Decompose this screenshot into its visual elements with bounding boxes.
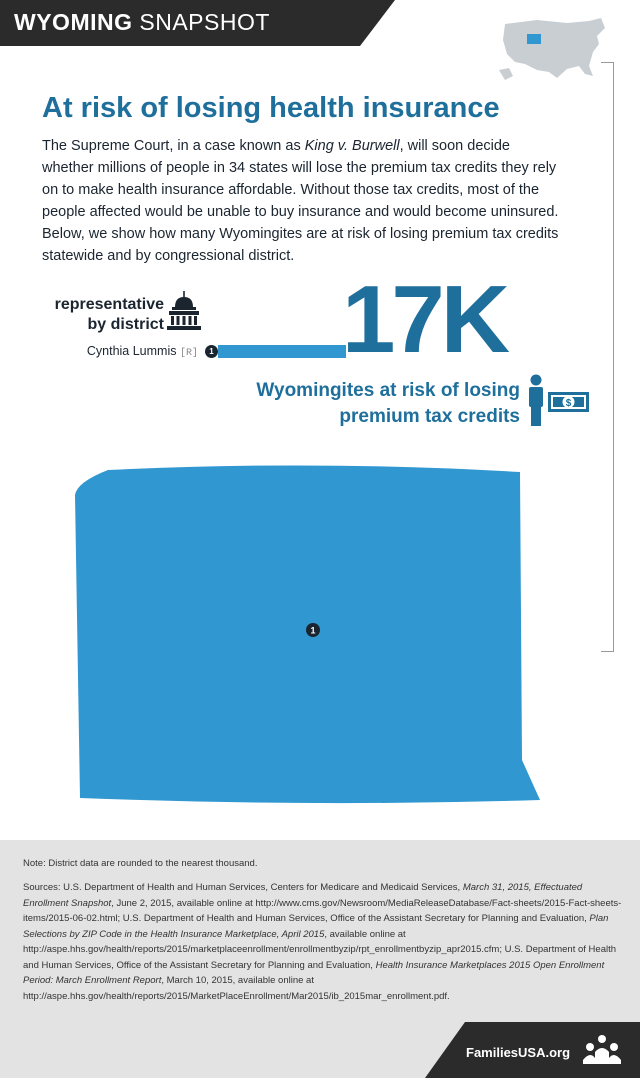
person-icon [526, 374, 590, 426]
representative-heading-line2: by district [87, 316, 164, 333]
header-state: WYOMING [14, 9, 133, 35]
us-map-icon [497, 14, 610, 86]
representative-name-row [40, 344, 198, 359]
content-frame [601, 62, 614, 652]
district-bar [218, 345, 346, 358]
stat-caption [240, 378, 520, 430]
source-title: Plan Selections by ZIP Code in the Health Insurance Marketplace, April 2015 [23, 913, 609, 940]
page-title: At risk of losing health insurance [42, 92, 500, 124]
source-segment: , available online at http://aspe.hhs.gov/health/reports/2015/marketplaceenrollment/enrollmentbyzip/rpt_enrollmentbyzip_apr2015.cfm; U.S. Department of Health and Human Services, Office of the Assistant Secretary for Planning and Evaluation, [23, 928, 617, 971]
source-segment: , March 10, 2015, available online at http://aspe.hhs.gov/health/reports/2015/MarketPlaceEnrollment/Mar2015/ib_2015mar_enrollment.pdf. [23, 975, 450, 1002]
source-segment: , June 2, 2015, available online at http://www.cms.gov/Newsroom/MediaReleaseDatabase/Fact-sheets/2015-Fact-sheets-items/2015-06-02.html; U.S. Department of Health and Human Services, Office of the Assistant Secretary for Planning and Evaluation, [23, 897, 622, 924]
representative-heading [36, 295, 164, 335]
site-link[interactable]: FamiliesUSA.org [466, 1045, 571, 1060]
intro-part2: , will soon decide whether millions of people in 34 states will lose the premium tax credits they rely on to make health insurance affordable. Without those tax credits, most of the people affected would be unable to buy insurance and would become uninsured. Below, we show how many Wyomingites are at risk of losing premium tax credits statewide and by congressional district. [42, 138, 559, 264]
representative-heading-line1: representative [54, 296, 164, 313]
intro-paragraph [42, 135, 562, 267]
footer-sources [23, 880, 623, 1004]
stat-caption-line2: premium tax credits [339, 406, 520, 427]
intro-case-name: King v. Burwell [304, 138, 400, 154]
representative-party: [R] [179, 348, 198, 359]
source-title: March 31, 2015, Effectuated Enrollment Snapshot [23, 882, 583, 909]
capitol-icon [167, 291, 201, 331]
source-segment: Sources: U.S. Department of Health and Human Services, Centers for Medicare and Medicaid Services, [23, 882, 463, 893]
families-logo-icon [583, 1034, 621, 1066]
source-title: Health Insurance Marketplaces 2015 Open Enrollment Period: March Enrollment Report [23, 959, 605, 986]
headline-stat: 17K [342, 266, 507, 373]
stat-caption-line1: Wyomingites at risk of losing [256, 380, 520, 401]
wyoming-district-map [75, 460, 540, 805]
header-suffix: SNAPSHOT [139, 9, 270, 35]
footer-note: Note: District data are rounded to the nearest thousand. [23, 858, 258, 869]
intro-part1: The Supreme Court, in a case known as [42, 138, 305, 154]
representative-name: Cynthia Lummis [86, 344, 177, 358]
map-district-marker: 1 [310, 625, 316, 636]
district-marker: 1 [205, 345, 218, 358]
svg-text:$: $ [565, 398, 572, 409]
header-title [14, 9, 270, 36]
dollar-bill-icon [548, 392, 589, 412]
